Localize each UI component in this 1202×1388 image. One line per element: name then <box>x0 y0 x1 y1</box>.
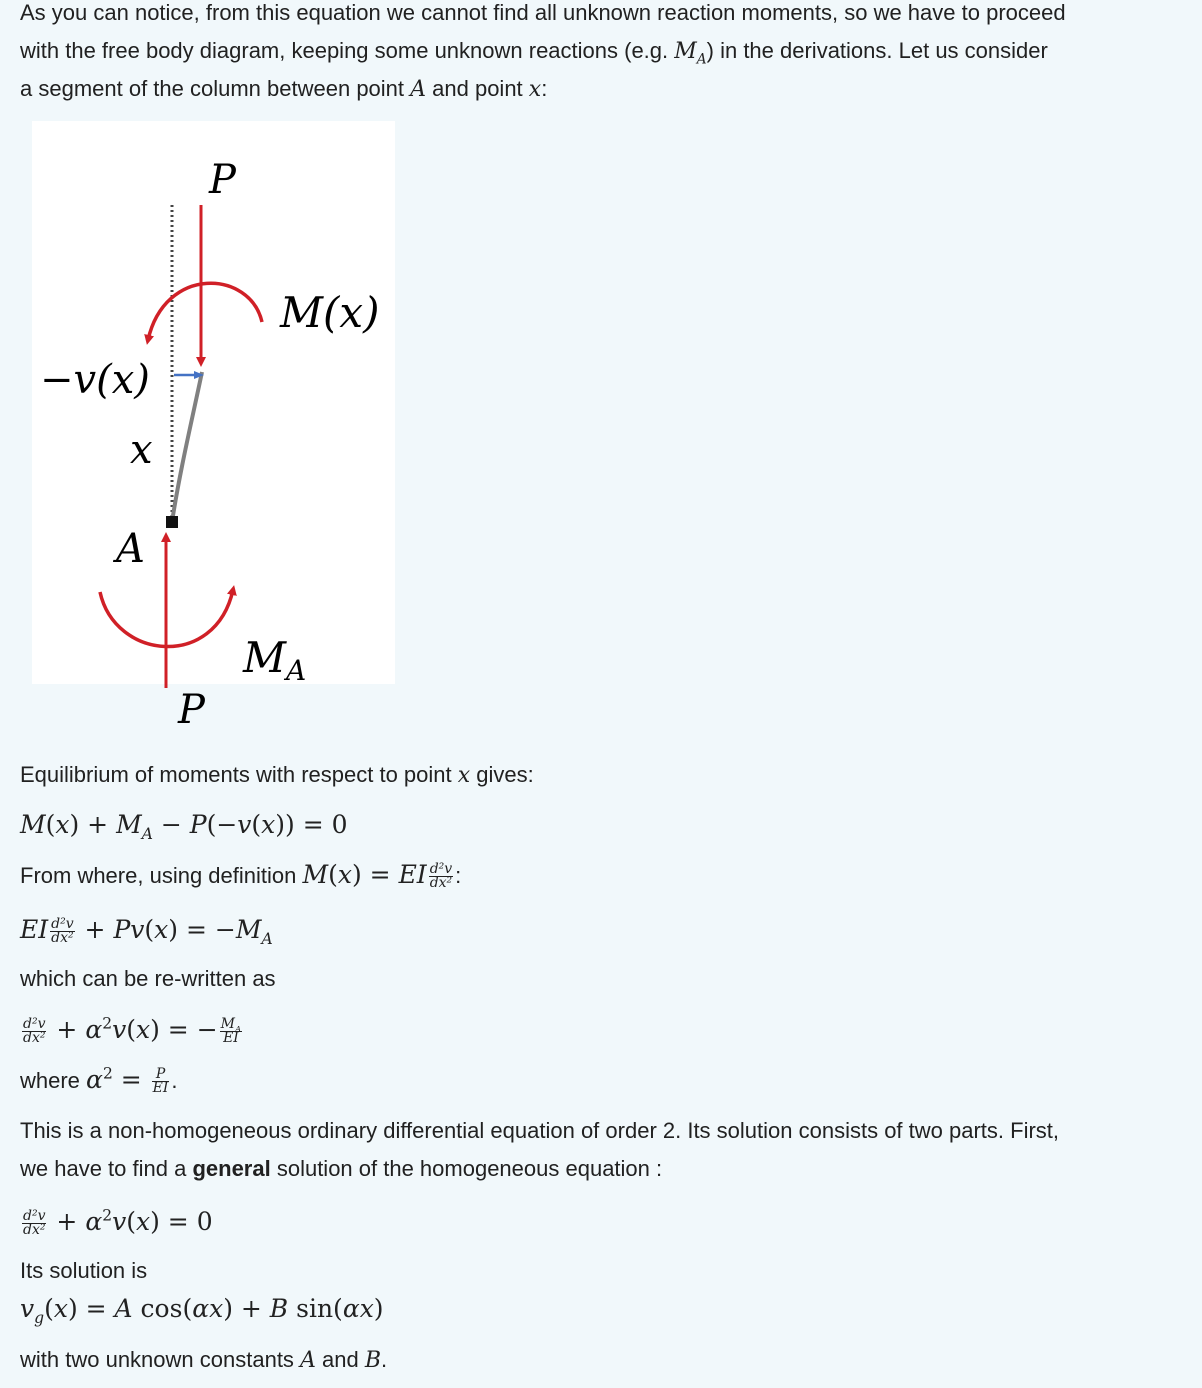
where-line <box>20 1062 1174 1100</box>
rewrite-text: which can be re-written as <box>20 966 276 991</box>
label-p-top: P <box>209 157 236 203</box>
label-mx: M(x) <box>280 288 380 337</box>
nonhomog-line-2 <box>20 1150 1174 1188</box>
equation-3: $\frac{\text{d²v}}{\text{dx²}}$ + $\alpha^2v(x)$ = − $\frac{M_A}{EI}$ <box>23 1014 242 1046</box>
intro-text-1: As you can notice, from this equation we cannot find all unknown reaction moments, so we have to proceed <box>20 0 1066 25</box>
constants-text-3: . <box>381 1347 388 1372</box>
where-text: where <box>20 1068 87 1093</box>
point-a-marker <box>166 516 178 528</box>
definition-line <box>20 857 1174 895</box>
label-a: A <box>116 526 145 572</box>
equation-2: EI $\frac{\text{d²v}}{\text{dx²}}$ + $Pv(x) = -M_A$ <box>20 915 273 948</box>
intro-text-4: a segment of the column between point <box>20 76 411 101</box>
deflected-column <box>172 372 202 522</box>
constant-a: A <box>300 1348 316 1373</box>
label-ma: MA <box>243 633 307 687</box>
where-period: . <box>171 1068 178 1093</box>
equation-5: $v_g(x) = A$ cos(αx) + B sin(αx) <box>20 1294 384 1327</box>
label-vx: −v(x) <box>40 357 150 403</box>
nonhomog-text-3: solution of the homogeneous equation : <box>270 1156 663 1181</box>
constants-text-2: and <box>315 1347 365 1372</box>
equilibrium-line <box>20 756 1174 795</box>
ma-symbol: $M_A$ <box>674 39 707 68</box>
rewrite-line <box>20 960 1174 998</box>
constant-b: B <box>364 1348 382 1373</box>
point-x-symbol: x <box>528 77 542 102</box>
intro-text-6: : <box>541 76 548 101</box>
intro-text-2: with the free body diagram, keeping some unknown reactions (e.g. <box>20 38 675 63</box>
nonhomog-text-1: This is a non-homogeneous ordinary differential equation of order 2. Its solution consists of two parts. First, <box>20 1118 1060 1143</box>
label-x: x <box>130 427 153 473</box>
nonhomog-text-2: we have to find a <box>20 1156 193 1181</box>
definition-text-1: From where, using definition <box>20 863 303 888</box>
intro-text-3: ) in the derivations. Let us consider <box>706 38 1048 63</box>
constants-text-1: with two unknown constants <box>20 1347 301 1372</box>
equation-4: $\frac{\text{d²v}}{\text{dx²}}$ + $\alpha^2v(x) = 0$ <box>23 1206 213 1238</box>
equation-1: $M(x) + M_A - P(-v(x)) = 0$ <box>20 810 348 843</box>
constants-line <box>20 1341 1174 1380</box>
definition-text-2: : <box>455 863 462 888</box>
label-p-bottom: P <box>178 687 205 733</box>
alpha-definition: $\alpha^2$ = $\frac{P}{EI}$ <box>86 1064 169 1096</box>
definition-equation: M(x) = EI $\frac{\text{d²v}}{\text{dx²}}$ <box>302 860 453 891</box>
equilibrium-text-2: gives: <box>470 762 534 787</box>
top-moment-arc <box>148 283 262 340</box>
solution-text: Its solution is <box>20 1258 148 1283</box>
equilibrium-x: x <box>457 763 471 788</box>
general-bold: general <box>192 1156 271 1181</box>
equilibrium-text-1: Equilibrium of moments with respect to point <box>20 762 458 787</box>
solution-line <box>20 1252 1174 1290</box>
intro-text-5: and point <box>426 76 529 101</box>
nonhomog-line-1 <box>20 1112 1174 1150</box>
point-a-symbol: A <box>410 77 427 102</box>
